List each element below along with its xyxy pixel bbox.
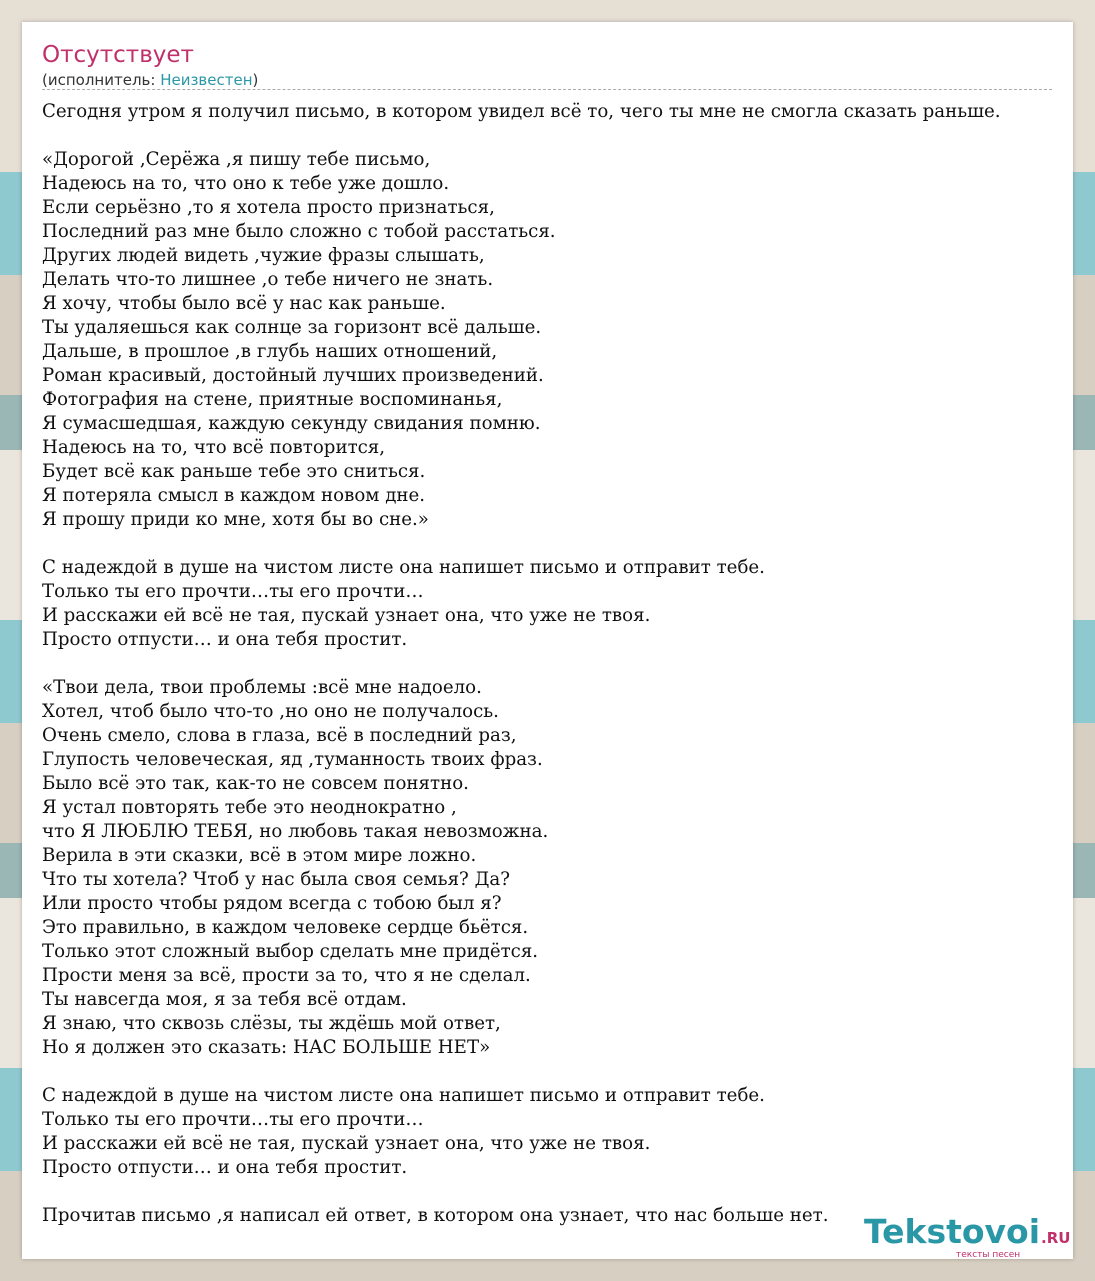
performer-link[interactable]: Неизвестен: [160, 71, 253, 89]
song-title: Отсутствует: [42, 42, 194, 68]
lyrics-card: [22, 22, 1073, 1259]
lyrics-text: Сегодня утром я получил письмо, в котором увидел всё то, чего ты мне не смогла сказать раньше. «Дорогой ,Серёжа ,я пишу тебе письмо, Надеюсь на то, что оно к тебе уже дошло. Если серьёзно ,то я хотела просто признаться, Последний раз мне было сложно с тобой расстаться. Других людей видеть ,чужие фразы слышать, Делать что-то лишнее ,о тебе ничего не знать. Я хочу, чтобы было всё у нас как раньше. Ты удаляешься как солнце за горизонт всё дальше. Дальше, в прошлое ,в глубь наших отношений, Роман красивый, достойный лучших произведений. Фотография на стене, приятные воспоминанья, Я сумасшедшая, каждую секунду свидания помню. Надеюсь на то, что всё повторится, Будет всё как раньше тебе это сниться. Я потеряла смысл в каждом новом дне. Я прошу приди ко мне, хотя бы во сне.» С надеждой в душе на чистом листе она напишет письмо и отправит тебе. Только ты его прочти…ты его прочти… И расскажи ей всё не тая, пускай узнает она, что уже не твоя. Просто отпусти… и она тебя простит. «Твои дела, твои проблемы :всё мне надоело. Хотел, чтоб было что-то ,но оно не получалось. Очень смело, слова в глаза, всё в последний раз, Глупость человеческая, яд ,туманность твоих фраз. Было всё это так, как-то не совсем понятно. Я устал повторять тебе это неоднократно , что Я ЛЮБЛЮ ТЕБЯ, но любовь такая невозможна. Верила в эти сказки, всё в этом мире ложно. Что ты хотела? Чтоб у нас была своя семья? Да? Или просто чтобы рядом всегда с тобою был я? Это правильно, в каждом человеке сердце бьётся. Только этот сложный выбор сделать мне придётся. Прости меня за всё, прости за то, что я не сделал. Ты навсегда моя, я за тебя всё отдам. Я знаю, что сквозь слёзы, ты ждёшь мой ответ, Но я должен это сказать: НАС БОЛЬШЕ НЕТ» С надеждой в душе на чистом листе она напишет письмо и отправит тебе. Только ты его прочти…ты его прочти… И расскажи ей всё не тая, пускай узнает она, что уже не твоя. Просто отпусти… и она тебя простит. Прочитав письмо ,я написал ей ответ, в котором она узнает, что нас больше нет.: [42, 101, 1001, 1226]
performer-prefix: (исполнитель:: [42, 71, 161, 89]
logo-tld: .RU: [1041, 1229, 1071, 1247]
site-logo[interactable]: [864, 1212, 1071, 1259]
logo-name: Tekstovoi: [864, 1212, 1041, 1251]
performer-suffix: ): [252, 71, 259, 89]
logo-tagline: тексты песен: [956, 1250, 1021, 1259]
title-divider: [42, 89, 1052, 90]
performer-line: [42, 71, 258, 89]
